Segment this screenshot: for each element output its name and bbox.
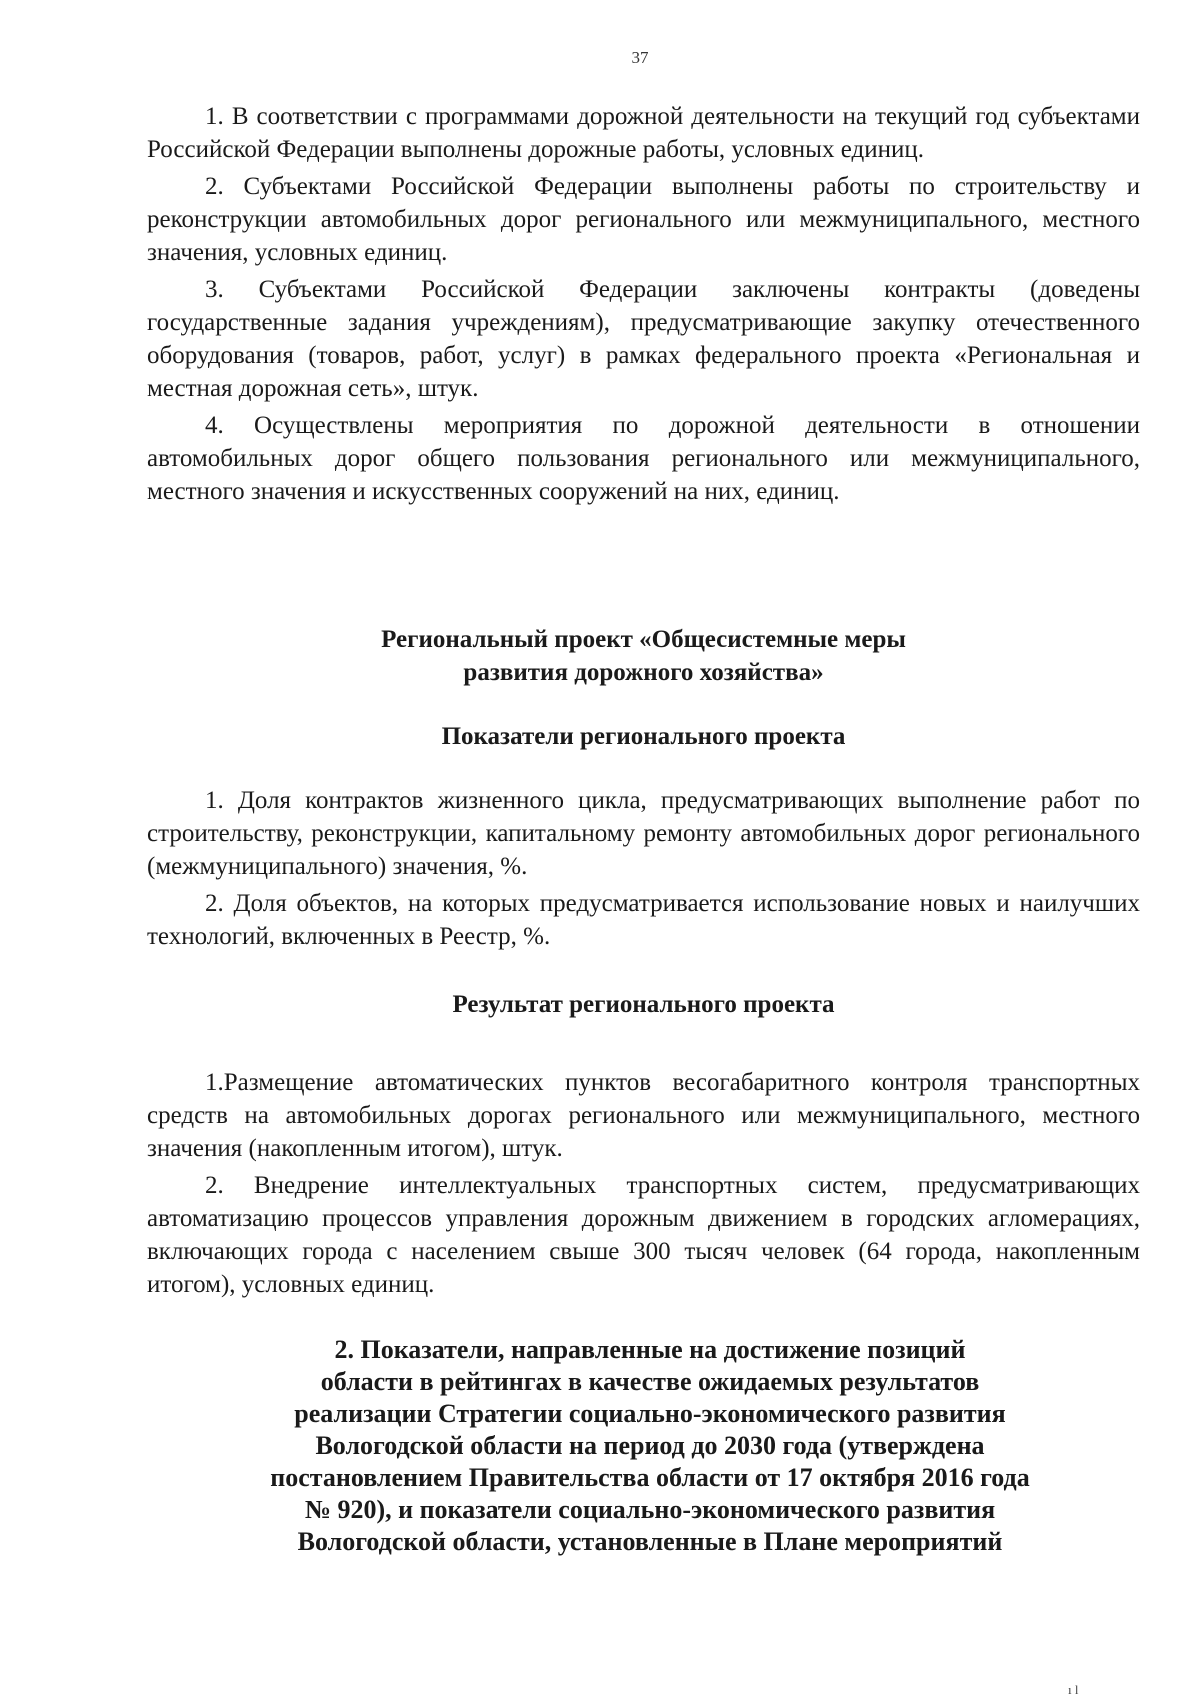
section-2-heading-line: Вологодской области, установленные в Плане мероприятий [297, 1527, 1003, 1556]
section-2-heading-line: № 920), и показатели социально-экономического развития [304, 1495, 996, 1524]
regional-project-title-line: развития дорожного хозяйства» [463, 659, 824, 686]
section-2-heading-line: области в рейтингах в качестве ожидаемых результатов [320, 1367, 980, 1396]
section-2-heading-line: Вологодской области на период до 2030 года (утверждена [315, 1431, 985, 1460]
indicators-list [147, 784, 1140, 957]
road-works-item: 2. Субъектами Российской Федерации выполнены работы по строительству и реконструкции автомобильных дорог регионального или межмуниципального, местного значения, условных единиц. [147, 173, 1140, 266]
road-works-item: 3. Субъектами Российской Федерации заключены контракты (доведены государственные задания учреждениям), предусматривающие закупку отечественного оборудования (товаров, работ, услуг) в рамках федерального проекта «Региональная и местная дорожная сеть», штук. [147, 276, 1140, 402]
page-number: 37 [631, 48, 649, 67]
indicators-heading: Показатели регионального проекта [441, 723, 846, 750]
road-works-item: 4. Осуществлены мероприятия по дорожной деятельности в отношении автомобильных дорог общего пользования регионального или межмуниципального, местного значения и искусственных сооружений на них, единиц. [147, 412, 1140, 505]
section-2-heading-line: постановлением Правительства области от 17 октября 2016 года [270, 1463, 1030, 1492]
regional-project-title-line: Региональный проект «Общесистемные меры [381, 626, 906, 653]
corner-mark: ı l [1068, 1682, 1079, 1697]
road-works-list [147, 100, 1140, 512]
section-2-heading [190, 1334, 1110, 1558]
result-item: 2. Внедрение интеллектуальных транспортных систем, предусматривающих автоматизацию процессов управления дорожным движением в городских агломерациях, включающих города с населением свыше 300 тысяч человек (64 города, накопленным итогом), условных единиц. [147, 1172, 1140, 1298]
result-heading: Результат регионального проекта [452, 991, 835, 1018]
regional-project-title [147, 623, 1140, 689]
results-list [147, 1066, 1140, 1305]
section-2-heading-line: 2. Показатели, направленные на достижение позиций [334, 1335, 966, 1364]
indicator-item: 2. Доля объектов, на которых предусматривается использование новых и наилучших технологий, включенных в Реестр, %. [147, 890, 1140, 950]
indicator-item: 1. Доля контрактов жизненного цикла, предусматривающих выполнение работ по строительству, реконструкции, капитальному ремонту автомобильных дорог регионального (межмуниципального) значения, %. [147, 787, 1140, 880]
section-2-heading-line: реализации Стратегии социально-экономического развития [294, 1399, 1006, 1428]
road-works-item: 1. В соответствии с программами дорожной деятельности на текущий год субъектами Российской Федерации выполнены дорожные работы, условных единиц. [147, 103, 1140, 163]
result-item: 1.Размещение автоматических пунктов весогабаритного контроля транспортных средств на автомобильных дорогах регионального или межмуниципального, местного значения (накопленным итогом), штук. [147, 1069, 1140, 1162]
